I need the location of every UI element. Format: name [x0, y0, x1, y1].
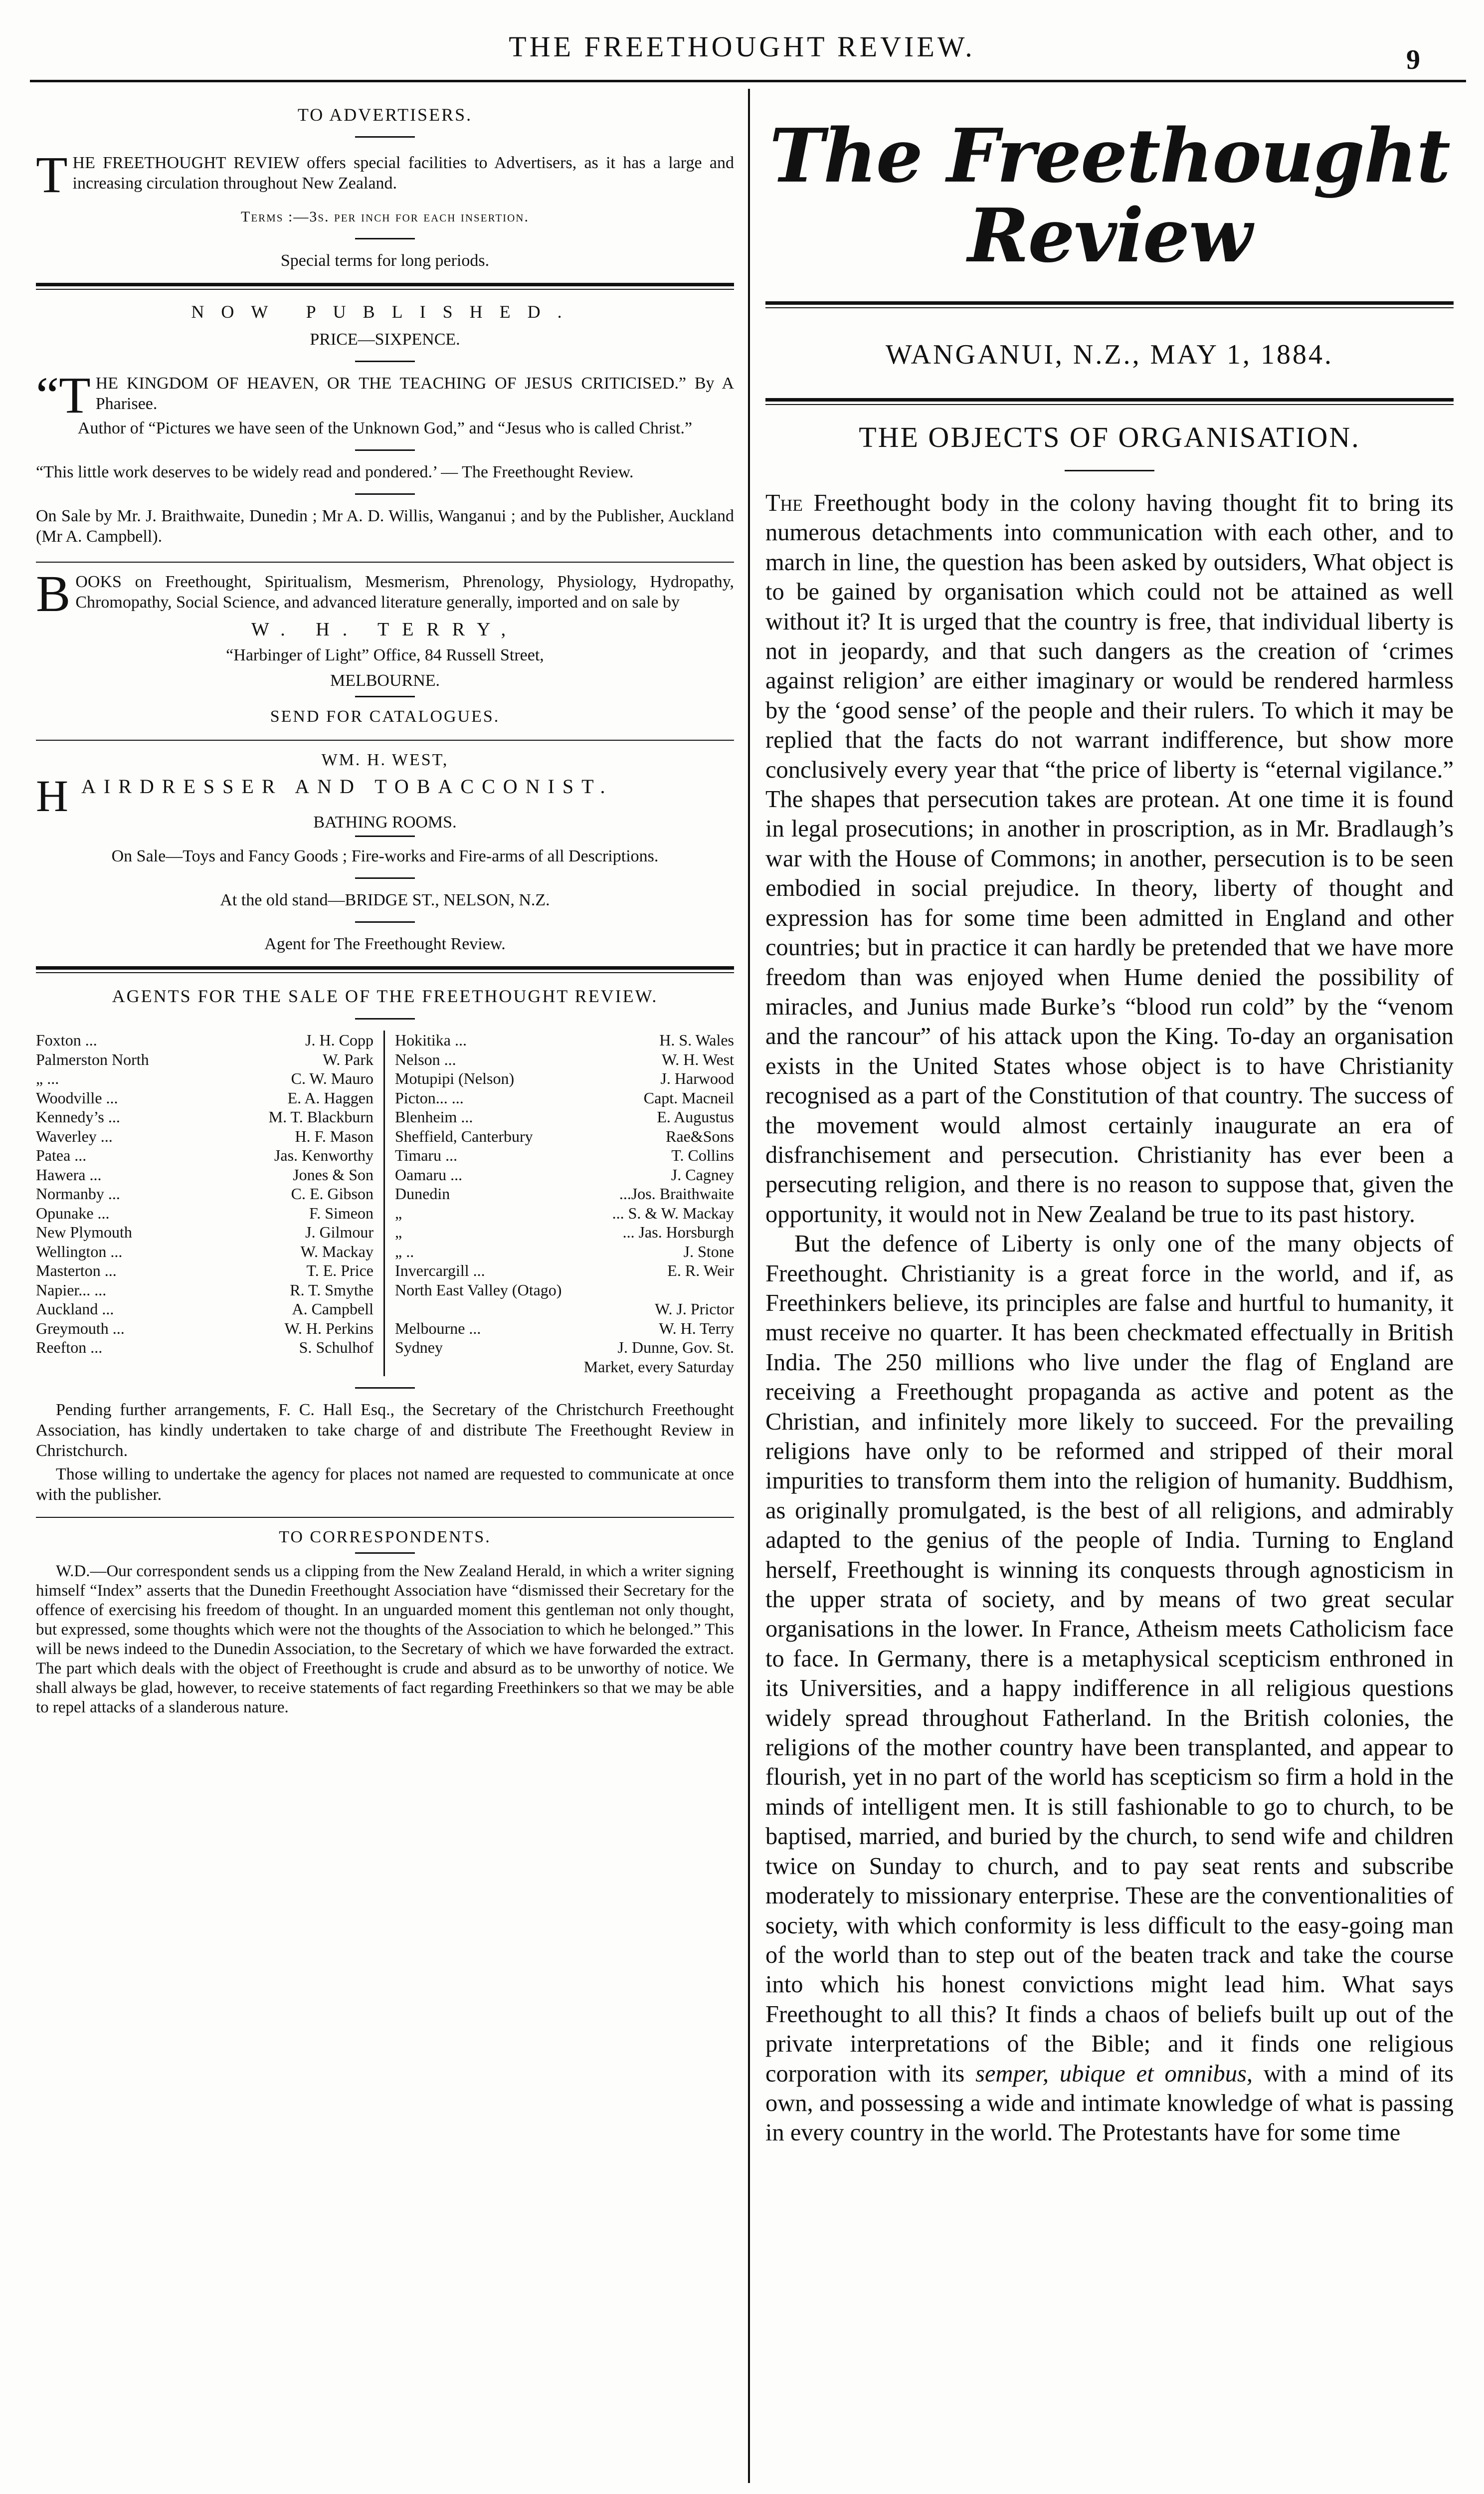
- agent-row: [395, 1280, 734, 1300]
- agent-name: R. T. Smythe: [290, 1280, 373, 1299]
- agent-place: „: [395, 1223, 402, 1241]
- agents-note-publisher: Those willing to undertake the agency for places not named are requested to communicate at once with the publisher.: [36, 1465, 734, 1504]
- divider: [355, 493, 415, 495]
- books-address: “Harbinger of Light” Office, 84 Russell Street,: [226, 646, 544, 664]
- divider: [355, 696, 415, 697]
- correspondents-body: W.D.—Our correspondent sends us a clipping from the New Zealand Herald, in which a writer signing himself “Index” asserts that the Dunedin Freethought Association have “dismissed their Secretary for the offence of exercising his freedom of thought. In an unguarded moment this gentleman not only thought, but expressed, some thoughts which were not the thoughts of the Association to which he belonged.” This will be news indeed to the Dunedin Association, to the Secretary of which we have forwarded the extract. The part which deals with the object of Freethought is crude and absurd as to be unworthy of notice. We shall always be glad, however, to receive statements of fact regarding Freethinkers so that we may be able to repel attacks of a slanderous nature.: [36, 1562, 734, 1716]
- agent-name: J. Dunne, Gov. St.: [617, 1338, 734, 1356]
- divider: [355, 238, 415, 239]
- agent-name: E. A. Haggen: [287, 1088, 373, 1107]
- agent-row: [395, 1223, 734, 1242]
- books-city: MELBOURNE.: [330, 671, 440, 690]
- books-notice: [36, 565, 734, 727]
- agent-place: Timaru ...: [395, 1146, 458, 1164]
- agent-name: S. Schulhof: [299, 1338, 373, 1356]
- agent-row: [395, 1261, 734, 1280]
- divider: [355, 361, 415, 362]
- agent-name: ... Jas. Horsburgh: [622, 1223, 734, 1241]
- agent-name: J. H. Copp: [305, 1031, 373, 1049]
- agent-name: H. S. Wales: [659, 1031, 734, 1049]
- agent-name: T. Collins: [671, 1146, 734, 1164]
- agent-name: M. T. Blackburn: [268, 1108, 373, 1126]
- agent-place: Waverley ...: [36, 1127, 113, 1145]
- book-title: “T HE KINGDOM OF HEAVEN, OR THE TEACHING OF JESUS CRITICISED.” By A Pharisee.: [36, 367, 734, 424]
- agent-place: Motupipi (Nelson): [395, 1069, 515, 1087]
- agent-place: Patea ...: [36, 1146, 87, 1164]
- on-sale: On Sale by Mr. J. Braithwaite, Dunedin ; Mr A. D. Willis, Wanganui ; and by the Publisher, Auckland (Mr A. Campbell).: [36, 507, 734, 546]
- agent-row: [36, 1338, 373, 1357]
- agent-name: A. Campbell: [292, 1300, 373, 1318]
- dropcap-h: H: [36, 772, 76, 821]
- dateline: WANGANUI, N.Z., MAY 1, 1884.: [885, 339, 1334, 370]
- agent-row: [395, 1146, 734, 1165]
- divider: [355, 835, 415, 837]
- section-rule: [36, 966, 734, 973]
- agent-name: J. Harwood: [660, 1069, 734, 1087]
- agent-place: „ ..: [395, 1242, 414, 1260]
- agents-column-left: [36, 1031, 385, 1376]
- agent-place: Palmerston North: [36, 1050, 149, 1068]
- agent-row: [395, 1338, 734, 1357]
- divider: [355, 921, 415, 923]
- now-published: NOW PUBLISHED.: [191, 302, 579, 322]
- agent-name: W. Park: [323, 1050, 373, 1068]
- agents-heading: AGENTS FOR THE SALE OF THE FREETHOUGHT REVIEW.: [112, 986, 658, 1006]
- article-paragraph: But the defence of Liberty is only one of the many objects of Freethought. Christianity is a great force in the world, and if, as Freethinkers believe, its principles are false and hurtful to humanity, it must receive no quarter. It has been checkmated effectually in British India. The 250 millions who live under the flag of England are receiving a Freethought propaganda as active and potent as the Christian, and infinitely more likely to succeed. For the prevailing religions have only to be reformed and stripped of their moral impurities to transform them into the religion of humanity. Buddhism, as originally promulgated, is the best of all religions, and admirably adapted to the genius of the people of India. Turning to England herself, Freethought is winning its conquests through agnosticism in the upper strata of society, and by means of two great secular organisations in the lower. In France, Atheism meets Catholicism face to face. In Germany, there is a metaphysical scepticism enthroned in its Universities, and a happy indifference in all religious questions widely spread throughout Fatherland. In the British colonies, the religions of the mother country have been transplanted, and appear to flourish, yet in no part of the world has scepticism so firm a hold in the minds of intelligent men. It is still fashionable to go to church, to be baptised, married, and buried by the church, to send wife and children twice on Sunday to church, and to pay seat rents and subscribe moderately to missionary enterprise. These are the conventionalities of society, with which conformity is less difficult to the easy-going man of the world than to step out of the beaten track and take the course into which his honest convictions might lead him. What says Freethought to all this? It finds a chaos of beliefs built up out of the private interpretations of the Bible; and it finds one religious corporation with its semper, ubique et omnibus, with a mind of its own, and possessing a wide and intimate knowledge of what is passing in every country in the world. The Protestants have for some time: [765, 1231, 1454, 2146]
- agent-row: [36, 1146, 373, 1165]
- agent-name: ...Jos. Braithwaite: [619, 1185, 734, 1203]
- agent-place: „ ...: [36, 1069, 59, 1087]
- agent-place: Picton... ...: [395, 1088, 464, 1107]
- hairdresser-agent: Agent for The Freethought Review.: [264, 935, 506, 953]
- agent-place: Dunedin: [395, 1185, 450, 1203]
- agent-place: „: [395, 1204, 402, 1222]
- agent-row: [395, 1031, 734, 1050]
- agent-place: Masterton ...: [36, 1261, 117, 1279]
- agent-name: H. F. Mason: [295, 1127, 373, 1145]
- agent-place: Invercargill ...: [395, 1261, 485, 1279]
- agent-row: [36, 1031, 373, 1050]
- advertisers-terms: Terms :—3s. per inch for each insertion.: [241, 208, 529, 225]
- hairdresser-name: WM. H. WEST,: [321, 751, 449, 769]
- agent-name: C. E. Gibson: [291, 1185, 373, 1203]
- agent-place: Melbourne ...: [395, 1319, 481, 1337]
- agent-name: J. Gilmour: [305, 1223, 373, 1241]
- agent-name: ... S. & W. Mackay: [612, 1204, 734, 1222]
- publication-notice: [36, 302, 734, 547]
- dropcap-t: T: [36, 146, 68, 204]
- agent-row: [36, 1242, 373, 1261]
- agent-row: [36, 1204, 373, 1223]
- right-column: [765, 96, 1454, 2485]
- divider: [355, 136, 415, 138]
- page-number: 9: [1406, 44, 1420, 75]
- agent-row: [36, 1299, 373, 1319]
- agent-place: New Plymouth: [36, 1223, 132, 1241]
- masthead-rule: [765, 301, 1454, 308]
- agent-name: W. H. Perkins: [284, 1319, 373, 1337]
- agent-name: W. Mackay: [300, 1242, 373, 1260]
- agent-place: Nelson ...: [395, 1050, 456, 1068]
- article-paragraph: The Freethought body in the colony having thought fit to bring its numerous detachments into communication with each other, and to march in line, the question has been asked by outsiders, What object is to be gained by organisation which could not be attained as well without it? It is urged that the country is free, that individual liberty is not in jeopardy, and that such dangers as the creation of ‘crimes against religion’ are either imaginary or would be rendered harmless by the ‘good sense’ of the people and their rulers. To which it may be replied that the facts do not warrant indifference, but show more conclusively every year that “the price of liberty is “eternal vigilance.” The shapes that persecution takes are protean. At one time it is found in legal prosecutions; in another in proscription, as in Mr. Bradlaugh’s war with the House of Commons; in another, persecution is to be seen embodied in social prejudice. In theory, liberty of thought and expression has for some time been admitted in England and other countries; but in practice it can hardly be pretended that we have more freedom than was enjoyed when Hume denied the possibility of miracles, and Junius made Burke’s “blood run cold” by the “venom and the rancour” of his attack upon the King. To-day an organisation exists in the United States whose object is to have Christianity recognised as a part of the Constitution of that country. The success of the movement would almost certainly inaugurate an era of disfranchisement and persecution. Christianity has ever been a persecuting religion, and there is no reason to suppose that, given the opportunity, it would not in New Zealand be true to its past history.: [765, 490, 1454, 1228]
- agent-row: [36, 1223, 373, 1242]
- agent-place: Hokitika ...: [395, 1031, 467, 1049]
- review-quote: “This little work deserves to be widely read and pondered.’ — The Freethought Review.: [36, 463, 634, 481]
- left-column: [36, 96, 734, 2485]
- agent-row: [36, 1261, 373, 1280]
- dropcap-b: B: [36, 565, 71, 623]
- agent-name: W. J. Prictor: [655, 1300, 734, 1318]
- bathing-rooms: BATHING ROOMS.: [313, 813, 457, 831]
- agent-row: [36, 1165, 373, 1185]
- advertisers-notice: [36, 105, 734, 271]
- agent-name: W. H. West: [662, 1050, 734, 1068]
- agents-list: [36, 985, 734, 1505]
- dropcap-t: “T: [36, 367, 91, 424]
- agent-place: Kennedy’s ...: [36, 1108, 120, 1126]
- price: PRICE—SIXPENCE.: [310, 330, 460, 349]
- books-seller: W. H. TERRY,: [251, 619, 519, 640]
- agent-place: Sydney: [395, 1338, 443, 1356]
- agent-place: Normanby ...: [36, 1185, 120, 1203]
- divider: [355, 1552, 415, 1554]
- agents-table: [36, 1031, 734, 1376]
- article-body: [765, 488, 1454, 2148]
- hairdresser-goods: On Sale—Toys and Fancy Goods ; Fire-works and Fire-arms of all Descriptions.: [111, 847, 659, 865]
- agent-name: W. H. Terry: [659, 1319, 734, 1337]
- agent-row: [395, 1357, 734, 1377]
- article-title: THE OBJECTS OF ORGANISATION.: [859, 421, 1360, 453]
- agent-place: Sheffield, Canterbury: [395, 1127, 533, 1145]
- agent-place: Auckland ...: [36, 1300, 114, 1318]
- agent-row: [36, 1319, 373, 1338]
- agent-row: [395, 1107, 734, 1127]
- column-divider: [748, 89, 750, 2483]
- agents-note-christchurch: Pending further arrangements, F. C. Hall Esq., the Secretary of the Christchurch Freethought Association, has kindly undertaken to take charge of and distribute The Freethought Review in Christchurch.: [36, 1401, 734, 1460]
- agent-row: [395, 1127, 734, 1146]
- section-rule: [36, 1517, 734, 1518]
- agent-row: [36, 1280, 373, 1300]
- agent-row: [395, 1299, 734, 1319]
- agent-name: Capt. Macneil: [643, 1088, 734, 1107]
- agent-place: Greymouth ...: [36, 1319, 125, 1337]
- send-for-catalogues: SEND FOR CATALOGUES.: [270, 707, 500, 726]
- agent-place: Blenheim ...: [395, 1108, 473, 1126]
- book-author: Author of “Pictures we have seen of the Unknown God,” and “Jesus who is called Christ.”: [77, 419, 693, 437]
- section-rule: [36, 740, 734, 741]
- agent-name: C. W. Mauro: [291, 1069, 373, 1087]
- divider: [355, 877, 415, 879]
- divider: [355, 1018, 415, 1020]
- section-rule: [36, 283, 734, 290]
- divider: [355, 1387, 415, 1389]
- agent-row: [395, 1050, 734, 1069]
- agent-place: Oamaru ...: [395, 1165, 463, 1184]
- running-title: THE FREETHOUGHT REVIEW.: [509, 30, 975, 63]
- agent-place: Foxton ...: [36, 1031, 97, 1049]
- agent-name: F. Simeon: [309, 1204, 373, 1222]
- agent-name: E. Augustus: [657, 1108, 734, 1126]
- correspondents-heading: TO CORRESPONDENTS.: [279, 1528, 491, 1546]
- agent-row: [395, 1204, 734, 1223]
- agent-name: T. E. Price: [306, 1261, 373, 1279]
- masthead-title: The Freethought Review: [769, 112, 1450, 279]
- agent-name: Jones & Son: [293, 1165, 373, 1184]
- correspondents-notice: [36, 1527, 734, 1717]
- agent-place: Woodville ...: [36, 1088, 118, 1107]
- agent-name: Jas. Kenworthy: [274, 1146, 373, 1164]
- agent-row: [36, 1088, 373, 1108]
- agent-name: Rae&Sons: [666, 1127, 734, 1145]
- agent-row: [395, 1165, 734, 1185]
- header-rule: [30, 80, 1466, 82]
- divider: [355, 449, 415, 451]
- agent-row: [395, 1069, 734, 1088]
- dateline-rule: [765, 398, 1454, 405]
- divider: [1065, 470, 1154, 471]
- agent-place: Reefton ...: [36, 1338, 103, 1356]
- agent-place: Hawera ...: [36, 1165, 102, 1184]
- agent-row: [36, 1184, 373, 1204]
- agent-row: [395, 1184, 734, 1204]
- agent-place: Napier... ...: [36, 1280, 107, 1299]
- agent-place: Opunake ...: [36, 1204, 110, 1222]
- hairdresser-notice: [36, 750, 734, 954]
- agent-row: [36, 1127, 373, 1146]
- advertisers-special: Special terms for long periods.: [280, 251, 490, 270]
- page-header: [0, 0, 1484, 75]
- hairdresser-stand: At the old stand—BRIDGE ST., NELSON, N.Z.: [220, 891, 550, 909]
- advertisers-heading: TO ADVERTISERS.: [297, 105, 473, 125]
- agent-place: Wellington ...: [36, 1242, 123, 1260]
- agent-row: [36, 1107, 373, 1127]
- agent-row: [36, 1050, 373, 1069]
- agent-name: J. Cagney: [671, 1165, 734, 1184]
- agent-row: [395, 1242, 734, 1261]
- section-rule: [36, 562, 734, 563]
- agent-row: [36, 1069, 373, 1088]
- hairdresser-trade: HAIRDRESSER AND TOBACCONIST.: [36, 772, 613, 821]
- books-text: BOOKS on Freethought, Spiritualism, Mesmerism, Phrenology, Physiology, Hydropathy, Chromopathy, Social Science, and advanced literature generally, imported and on sale by: [36, 565, 734, 623]
- agent-row: [395, 1088, 734, 1108]
- agent-name: E. R. Weir: [667, 1261, 734, 1279]
- agent-name: Market, every Saturday: [583, 1357, 734, 1376]
- agent-row: [395, 1319, 734, 1338]
- agents-column-right: [385, 1031, 734, 1376]
- agent-place: North East Valley (Otago): [395, 1280, 562, 1299]
- advertisers-body: THE FREETHOUGHT REVIEW offers special facilities to Advertisers, as it has a large and increasing circulation throughout New Zealand.: [36, 146, 734, 204]
- agent-name: J. Stone: [683, 1242, 734, 1260]
